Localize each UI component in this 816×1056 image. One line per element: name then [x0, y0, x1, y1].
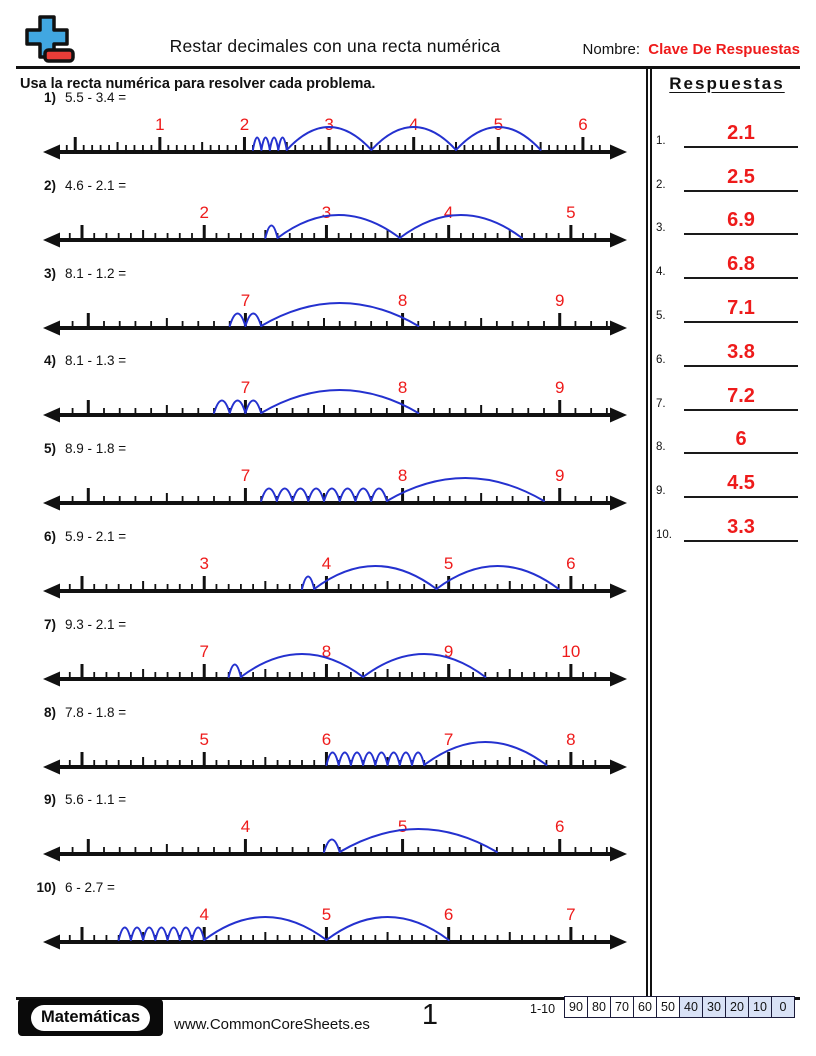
axis-label: 6: [566, 553, 576, 573]
axis-label: 4: [408, 115, 419, 134]
axis-label: 6: [554, 817, 565, 837]
problem-block: [18, 880, 646, 968]
problem-number: 6): [43, 528, 56, 544]
answer-number: 3.: [656, 222, 666, 235]
problem-expression: 8.9 - 1.8 =: [65, 441, 127, 457]
problem-expression: 8.1 - 1.2 =: [65, 265, 127, 281]
axis-label: 9: [554, 290, 565, 310]
jump-arc-small: [261, 489, 277, 502]
problem-header: [18, 705, 646, 721]
problem-header: [18, 792, 646, 808]
score-cell: 60: [634, 997, 657, 1018]
number-line: [18, 721, 652, 787]
score-cell: 30: [703, 997, 726, 1018]
answer-value: 7.1: [684, 298, 798, 323]
jump-arc-small: [355, 489, 371, 502]
axis-label: 2: [199, 202, 209, 222]
problem-block: [18, 617, 646, 705]
problem-expression: 8.1 - 1.3 =: [65, 353, 127, 369]
axis-label: 5: [443, 553, 454, 573]
score-cell: 20: [726, 997, 749, 1018]
jump-arc-small: [168, 928, 180, 941]
answer-number: 8.: [656, 441, 666, 454]
problem-header: [18, 90, 646, 106]
axis-label: 5: [566, 202, 576, 222]
axis-arrow-left: [43, 583, 60, 598]
score-cell: 70: [611, 997, 634, 1018]
jump-arc-small: [192, 928, 204, 941]
axis-arrow-left: [43, 320, 60, 335]
answer-item: [656, 323, 798, 367]
axis-label: 7: [240, 290, 251, 310]
number-line: [18, 545, 652, 611]
axis-labels: [241, 817, 565, 836]
score-range-label: 1-10: [530, 1002, 556, 1016]
axis-label: 8: [321, 641, 332, 661]
problem-number: 8): [43, 704, 56, 720]
answer-value: 3.3: [684, 517, 798, 542]
answer-number: 2.: [656, 178, 666, 191]
problem-expression: 5.9 - 2.1 =: [65, 528, 127, 544]
answer-value: 4.5: [684, 473, 798, 498]
problem-block: [18, 266, 646, 354]
axis-labels: [241, 466, 565, 485]
axis-label: 8: [397, 378, 408, 398]
problem-block: [18, 90, 646, 178]
problem-header: [18, 266, 646, 282]
jump-arc-small: [229, 664, 241, 677]
brand-badge: [18, 999, 163, 1036]
problem-header: [18, 441, 646, 457]
problem-block: [18, 441, 646, 529]
axis-label: 7: [443, 729, 454, 749]
axis-arrow-right: [610, 408, 627, 423]
answer-number: 7.: [656, 397, 666, 410]
axis-arrow-right: [610, 145, 627, 160]
axis-label: 5: [199, 729, 209, 749]
answers-title: Respuestas: [669, 74, 785, 93]
problem-block: [18, 792, 646, 880]
problem-number: 9): [43, 792, 56, 808]
instruction-text: Usa la recta numérica para resolver cada problema.: [20, 76, 376, 92]
answer-item: [656, 367, 798, 411]
jump-arc-small: [278, 138, 286, 151]
problem-expression: 5.6 - 1.1 =: [65, 792, 127, 808]
jump-arc-small: [400, 752, 412, 765]
plus-minus-icon: [18, 14, 76, 66]
header-divider: [16, 66, 800, 69]
jump-arcs: [302, 566, 559, 589]
answers-list: [656, 104, 798, 542]
axis-label: 3: [199, 553, 209, 573]
problem-header: [18, 617, 646, 633]
jump-arc-small: [302, 576, 314, 589]
answer-value: 6.9: [684, 210, 798, 235]
axis-label: 5: [321, 905, 332, 925]
problem-expression: 9.3 - 2.1 =: [65, 616, 127, 632]
axis-labels: [199, 642, 580, 661]
answer-item: [656, 454, 798, 498]
axis-labels: [199, 203, 575, 222]
axis-arrow-left: [43, 847, 60, 862]
jump-arc-small: [245, 313, 261, 326]
answer-item: [656, 279, 798, 323]
jump-arc-small: [308, 489, 324, 502]
axis-label: 3: [324, 115, 334, 134]
problem-number: 4): [43, 353, 56, 369]
axis-label: 9: [554, 466, 565, 486]
axis-label: 2: [239, 115, 250, 134]
problem-number: 7): [43, 616, 56, 632]
problem-block: [18, 178, 646, 266]
axis-arrow-right: [610, 583, 627, 598]
axis-arrow-left: [43, 671, 60, 686]
axis-label: 6: [321, 729, 332, 749]
answer-value: 7.2: [684, 386, 798, 411]
axis-labels: [199, 905, 575, 924]
jump-arc-small: [119, 928, 131, 941]
jump-arc-small: [326, 752, 338, 765]
number-line: [18, 808, 652, 874]
jump-arcs: [229, 654, 486, 677]
axis-arrow-right: [610, 671, 627, 686]
axis-labels: [241, 291, 565, 310]
axis-label: 8: [397, 290, 408, 310]
answer-number: 6.: [656, 353, 666, 366]
name-row: [583, 41, 800, 58]
problem-number: 3): [43, 265, 56, 281]
axis-labels: [155, 115, 588, 134]
axis-label: 9: [554, 378, 565, 398]
problem-expression: 4.6 - 2.1 =: [65, 177, 127, 193]
score-row: [565, 997, 795, 1018]
number-line: [18, 106, 652, 172]
problem-block: [18, 705, 646, 793]
jump-arc-small: [293, 489, 309, 502]
problem-header: [18, 880, 646, 896]
axis-arrow-right: [610, 320, 627, 335]
axis-label: 7: [199, 641, 209, 661]
answer-number: 10.: [656, 528, 672, 541]
axis-label: 5: [493, 115, 504, 134]
axis-arrow-left: [43, 935, 60, 950]
website-link: www.CommonCoreSheets.es: [174, 1016, 370, 1033]
problem-number: 1): [43, 90, 56, 105]
page-title: Restar decimales con una recta numérica: [169, 36, 501, 56]
jump-arc-small: [131, 928, 143, 941]
jump-arc-small: [143, 928, 155, 941]
answers-panel: [656, 74, 798, 542]
axis-arrow-left: [43, 145, 60, 160]
problem-expression: 6 - 2.7 =: [65, 880, 115, 896]
score-cell: 0: [772, 997, 795, 1018]
axis-label: 7: [240, 378, 251, 398]
answer-item: [656, 148, 798, 192]
problems-column: [18, 90, 646, 968]
answer-value: 6: [684, 429, 798, 454]
answer-item: [656, 411, 798, 455]
problem-block: [18, 529, 646, 617]
axis-label: 4: [321, 553, 332, 573]
jump-arc-small: [412, 752, 424, 765]
jump-arc-small: [261, 138, 269, 151]
axis-arrow-right: [610, 496, 627, 511]
jump-arc-small: [371, 489, 387, 502]
jump-arc-small: [277, 489, 293, 502]
problem-header: [18, 529, 646, 545]
answer-item: [656, 192, 798, 236]
axis-label: 5: [397, 817, 408, 837]
jump-arcs: [265, 215, 522, 238]
jump-arc-small: [324, 489, 340, 502]
answer-value: 2.5: [684, 167, 798, 192]
axis-label: 4: [443, 202, 454, 222]
problem-expression: 5.5 - 3.4 =: [65, 90, 127, 105]
answer-number: 5.: [656, 309, 666, 322]
answer-number: 9.: [656, 485, 666, 498]
answer-value: 6.8: [684, 254, 798, 279]
jump-arc-small: [351, 752, 363, 765]
axis-label: 1: [155, 115, 165, 134]
jump-arc-small: [180, 928, 192, 941]
problem-expression: 7.8 - 1.8 =: [65, 704, 127, 720]
page-number: 1: [421, 999, 439, 1031]
axis-label: 3: [321, 202, 332, 222]
jump-arc-small: [270, 138, 278, 151]
jump-arc-small: [230, 401, 246, 414]
jump-arc-small: [245, 401, 261, 414]
jump-arc-small: [363, 752, 375, 765]
jump-arc-small: [388, 752, 400, 765]
brand-label: Matemáticas: [31, 1005, 150, 1031]
axis-label: 7: [566, 905, 576, 925]
axis-arrow-left: [43, 232, 60, 247]
problem-number: 10): [36, 880, 56, 896]
problem-header: [18, 353, 646, 369]
jump-arc-small: [340, 489, 356, 502]
score-cell: 50: [657, 997, 680, 1018]
axis-label: 9: [443, 641, 454, 661]
axis-label: 6: [578, 115, 588, 134]
axis-arrow-right: [610, 935, 627, 950]
jump-arcs: [324, 829, 497, 852]
score-cell: 40: [680, 997, 703, 1018]
jump-arc-small: [230, 313, 246, 326]
score-cell: 90: [565, 997, 588, 1018]
problem-number: 2): [43, 177, 56, 193]
number-line: [18, 194, 652, 260]
axis-label: 4: [199, 905, 209, 925]
axis-label: 8: [566, 729, 576, 749]
score-cell: 80: [588, 997, 611, 1018]
axis-arrow-left: [43, 408, 60, 423]
axis-arrow-right: [610, 759, 627, 774]
answer-key-badge: Clave De Respuestas: [648, 41, 800, 58]
problem-header: [18, 178, 646, 194]
axis-label: 4: [240, 817, 251, 837]
jump-arc-small: [214, 401, 230, 414]
problem-block: [18, 353, 646, 441]
axis-labels: [241, 378, 565, 397]
jump-arc-small: [253, 138, 261, 151]
answer-item: [656, 498, 798, 542]
answer-value: 3.8: [684, 342, 798, 367]
number-line: [18, 896, 652, 962]
axis-arrow-left: [43, 759, 60, 774]
jump-arc-small: [375, 752, 387, 765]
answer-number: 1.: [656, 134, 666, 147]
axis-labels: [199, 554, 575, 573]
axis-label: 10: [561, 641, 581, 661]
jump-arc-small: [155, 928, 167, 941]
number-line: [18, 282, 652, 348]
number-line: [18, 369, 652, 435]
axis-arrow-left: [43, 496, 60, 511]
axis-labels: [199, 730, 575, 749]
axis-arrow-right: [610, 847, 627, 862]
answer-item: [656, 104, 798, 148]
number-line: [18, 457, 652, 523]
jump-arc-small: [339, 752, 351, 765]
number-line: [18, 633, 652, 699]
score-cell: 10: [749, 997, 772, 1018]
jump-arc-small: [265, 225, 277, 238]
answers-divider: [646, 68, 652, 998]
name-label: Nombre:: [582, 41, 641, 58]
answer-item: [656, 235, 798, 279]
problem-number: 5): [43, 441, 56, 457]
answer-number: 4.: [656, 266, 666, 279]
jump-arc-small: [324, 840, 340, 853]
axis-label: 6: [443, 905, 454, 925]
axis-arrow-right: [610, 232, 627, 247]
axis-label: 7: [240, 466, 251, 486]
score-table: [564, 996, 795, 1018]
answer-value: 2.1: [684, 123, 798, 148]
axis-label: 8: [397, 466, 408, 486]
